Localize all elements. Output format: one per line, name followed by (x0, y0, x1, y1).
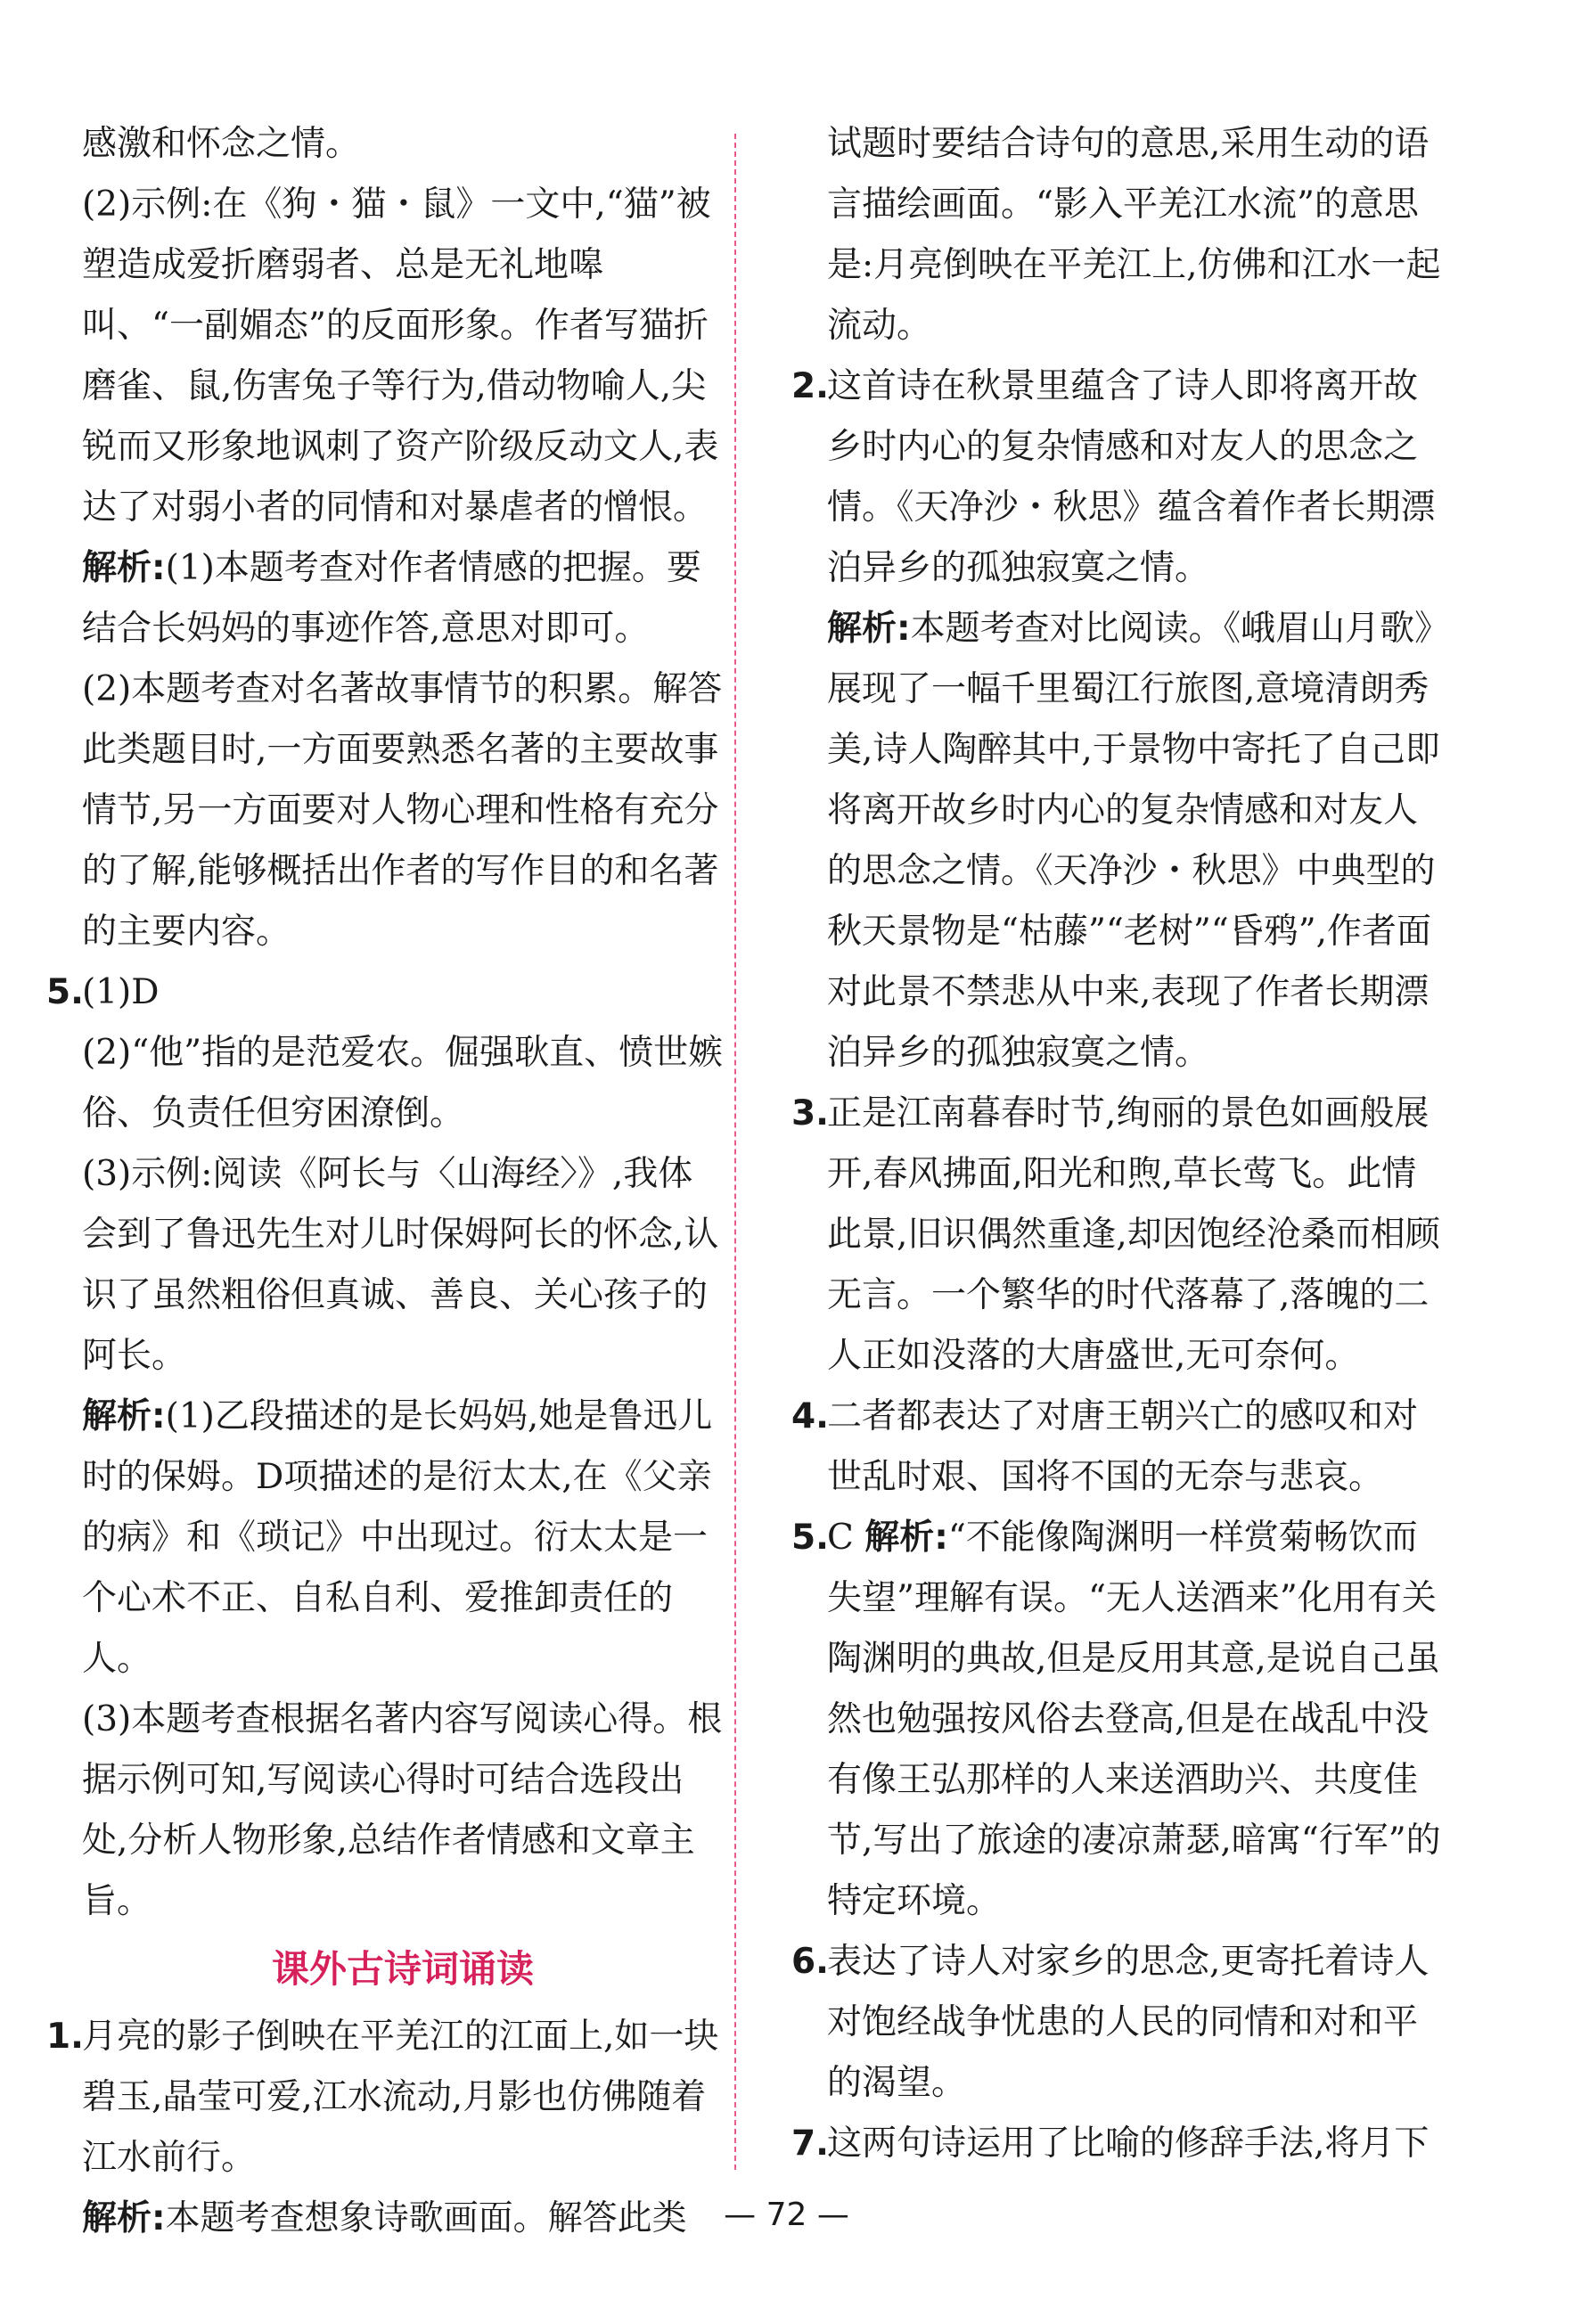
paragraph: (2)示例:在《狗・猫・鼠》一文中,“猫”被塑造成爱折磨弱者、总是无礼地嗥叫、“一副媚态”的反面形象。作者写猫折磨雀、鼠,伤害兔子等行为,借动物喻人,尖锐而又形象地讽刺了资产阶级反动文人,表达了对弱小者的同情和对暴虐者的憎恨。 (82, 184, 719, 528)
paragraph: (3)示例:阅读《阿长与〈山海经〉》,我体会到了鲁迅先生对儿时保姆阿长的怀念,认识了虽然粗俗但真诚、善良、关心孩子的阿长。 (82, 1154, 719, 1376)
right-column (791, 114, 1446, 2174)
section-title: 课外古诗词诵读 (271, 1947, 534, 1991)
column-divider (734, 134, 736, 2170)
analysis-paragraph (46, 1387, 724, 1690)
answer-choice: C (827, 1518, 854, 1558)
analysis-paragraph (46, 538, 724, 659)
answer-item-6 (791, 1932, 1446, 2114)
paragraph: (2)本题考查对名著故事情节的积累。解答此类题目时,一方面要熟悉名著的主要故事情节,另一方面要对人物心理和性格有充分的了解,能够概括出作者的写作目的和名著的主要内容。 (82, 669, 723, 952)
analysis-paragraph (791, 599, 1446, 1084)
answer-item-5 (791, 1508, 1446, 1932)
analysis-text: 本题考查对比阅读。《峨眉山月歌》展现了一幅千里蜀江行旅图,意境清朗秀美,诗人陶醉其中,于景物中寄托了自己即将离开故乡时内心的复杂情感和对友人的思念之情。《天净沙・秋思》中典型的秋天景物是“枯藤”“老树”“昏鸦”,作者面对此景不禁悲从中来,表现了作者长期漂泊异乡的孤独寂寞之情。 (827, 609, 1440, 1073)
paragraph: (2)“他”指的是范爱农。倔强耿直、愤世嫉俗、负责任但穷困潦倒。 (82, 1033, 724, 1133)
analysis-text: 本题考查想象诗歌画面。解答此类 (165, 2198, 687, 2238)
paragraph: (3)本题考查根据名著内容写阅读心得。根据示例可知,写阅读心得时可结合选段出处,分析人物形象,总结作者情感和文章主旨。 (82, 1699, 723, 1921)
answer-item-7 (791, 2114, 1446, 2174)
answer-text: 表达了诗人对家乡的思念,更寄托着诗人对饱经战争忧患的人民的同情和对和平的渴望。 (827, 1942, 1430, 2103)
analysis-label: 解析: (82, 548, 166, 588)
answer-item-4 (791, 1387, 1446, 1508)
analysis-text: “不能像陶渊明一样赏菊畅饮而失望”理解有误。“无人送酒来”化用有关陶渊明的典故,但是反用其意,是说自己虽然也勉强按风俗去登高,但是在战乱中没有像王弘那样的人来送酒助兴、共度佳节,写出了旅途的凄凉萧瑟,暗寓“行军”的特定环境。 (827, 1518, 1441, 1921)
analysis-text: (1)本题考查对作者情感的把握。要结合长妈妈的事迹作答,意思对即可。 (82, 548, 701, 649)
paragraph: 感激和怀念之情。 (82, 124, 361, 164)
left-column (46, 114, 724, 2249)
answer-item-5 (46, 962, 724, 1023)
answer-item-2 (791, 356, 1446, 599)
answer-item-3 (791, 1084, 1446, 1387)
answer-item-1 (46, 2007, 724, 2189)
paragraph: 试题时要结合诗句的意思,采用生动的语言描绘画面。“影入平羌江水流”的意思是:月亮倒映在平羌江上,仿佛和江水一起流动。 (827, 124, 1441, 346)
analysis-label: 解析: (827, 609, 911, 649)
analysis-label: 解析: (864, 1518, 948, 1558)
analysis-label: 解析: (82, 2198, 166, 2238)
item-number: 3. (791, 1093, 829, 1133)
item-number: 1. (46, 2017, 84, 2057)
answer-text: 二者都表达了对唐王朝兴亡的感叹和对世乱时艰、国将不国的无奈与悲哀。 (827, 1396, 1419, 1497)
answer-text: (1)D (82, 972, 160, 1012)
item-number: 4. (791, 1396, 829, 1436)
item-number: 6. (791, 1942, 829, 1982)
item-number: 2. (791, 366, 829, 406)
item-number: 7. (791, 2124, 829, 2164)
answer-text: 这首诗在秋景里蕴含了诗人即将离开故乡时内心的复杂情感和对友人的思念之情。《天净沙・秋思》蕴含着作者长期漂泊异乡的孤独寂寞之情。 (827, 366, 1436, 588)
answer-text: 这两句诗运用了比喻的修辞手法,将月下 (827, 2124, 1430, 2164)
page-number: — 72 — (724, 2197, 849, 2233)
analysis-text: (1)乙段描述的是长妈妈,她是鲁迅儿时的保姆。D项描述的是衍太太,在《父亲的病》和《琐记》中出现过。衍太太是一个心术不正、自私自利、爱推卸责任的人。 (82, 1396, 713, 1679)
answer-text: 月亮的影子倒映在平羌江的江面上,如一块碧玉,晶莹可爱,江水流动,月影也仿佛随着江水前行。 (82, 2017, 719, 2178)
analysis-label: 解析: (82, 1396, 166, 1436)
item-number: 5. (46, 972, 84, 1012)
item-number: 5. (791, 1518, 829, 1558)
answer-text (827, 1508, 1446, 1932)
answer-text: 正是江南暮春时节,绚丽的景色如画般展开,春风拂面,阳光和煦,草长莺飞。此情此景,旧识偶然重逢,却因饱经沧桑而相顾无言。一个繁华的时代落幕了,落魄的二人正如没落的大唐盛世,无可奈何。 (827, 1093, 1440, 1376)
